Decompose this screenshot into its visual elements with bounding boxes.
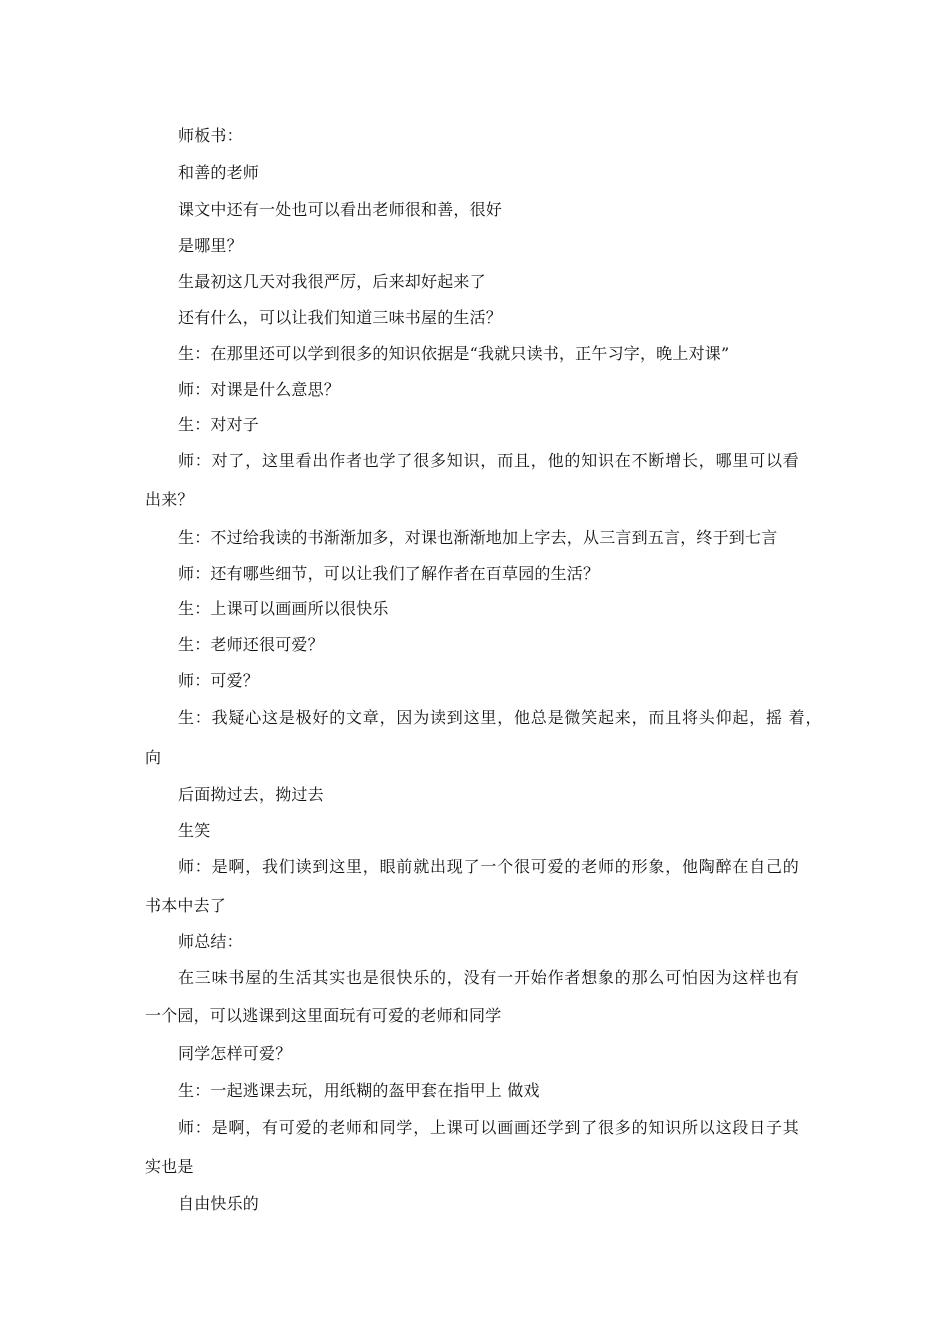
text-line: 生：上课可以画画所以很快乐 bbox=[178, 599, 389, 618]
text-line: 实也是 bbox=[145, 1157, 194, 1176]
text-line: 师：可爱？ bbox=[178, 671, 260, 690]
text-line: 书本中去了 bbox=[145, 896, 227, 915]
text-line: 同学怎样可爱？ bbox=[178, 1044, 292, 1063]
text-line: 师：对了，这里看出作者也学了很多知识，而且，他的知识在不断增长，哪里可以看 bbox=[178, 451, 800, 470]
text-line: 生：我疑心这是极好的文章，因为读到这里，他总是微笑起来，而且将头仰起，摇 着， bbox=[178, 708, 823, 727]
text-line: 是哪里？ bbox=[178, 236, 243, 255]
text-line: 师板书： bbox=[178, 126, 243, 145]
text-line: 向 bbox=[145, 748, 162, 767]
text-line: 自由快乐的 bbox=[178, 1194, 260, 1213]
text-line: 和善的老师 bbox=[178, 163, 260, 182]
text-line: 后面拗过去，拗过去 bbox=[178, 785, 324, 804]
text-line: 课文中还有一处也可以看出老师很和善，很好 bbox=[178, 200, 503, 219]
text-line: 一个园，可以逃课到这里面玩有可爱的老师和同学 bbox=[145, 1006, 502, 1025]
text-line: 生笑 bbox=[178, 821, 211, 840]
text-line: 师：是啊，有可爱的老师和同学，上课可以画画还学到了很多的知识所以这段日子其 bbox=[178, 1118, 800, 1137]
text-line: 师：还有哪些细节，可以让我们了解作者在百草园的生活？ bbox=[178, 564, 600, 583]
text-line: 生最初这几天对我很严厉，后来却好起来了 bbox=[178, 272, 486, 291]
text-line: 生：在那里还可以学到很多的知识依据是“我就只读书，正午习字，晚上对课” bbox=[178, 344, 730, 363]
text-line: 还有什么，可以让我们知道三味书屋的生活？ bbox=[178, 308, 503, 327]
text-line: 师总结： bbox=[178, 932, 243, 951]
text-line: 生：一起逃课去玩，用纸糊的盔甲套在指甲上 做戏 bbox=[178, 1081, 540, 1100]
text-line: 出来？ bbox=[145, 490, 194, 509]
text-line: 生：老师还很可爱？ bbox=[178, 635, 324, 654]
text-line: 师：是啊，我们读到这里，眼前就出现了一个很可爱的老师的形象，他陶醉在自己的 bbox=[178, 857, 800, 876]
text-line: 生：对对子 bbox=[178, 415, 260, 434]
text-line: 在三味书屋的生活其实也是很快乐的，没有一开始作者想象的那么可怕因为这样也有 bbox=[178, 968, 800, 987]
text-line: 师：对课是什么意思？ bbox=[178, 380, 341, 399]
text-line: 生：不过给我读的书渐渐加多，对课也渐渐地加上字去，从三言到五言，终于到七言 bbox=[178, 528, 778, 547]
